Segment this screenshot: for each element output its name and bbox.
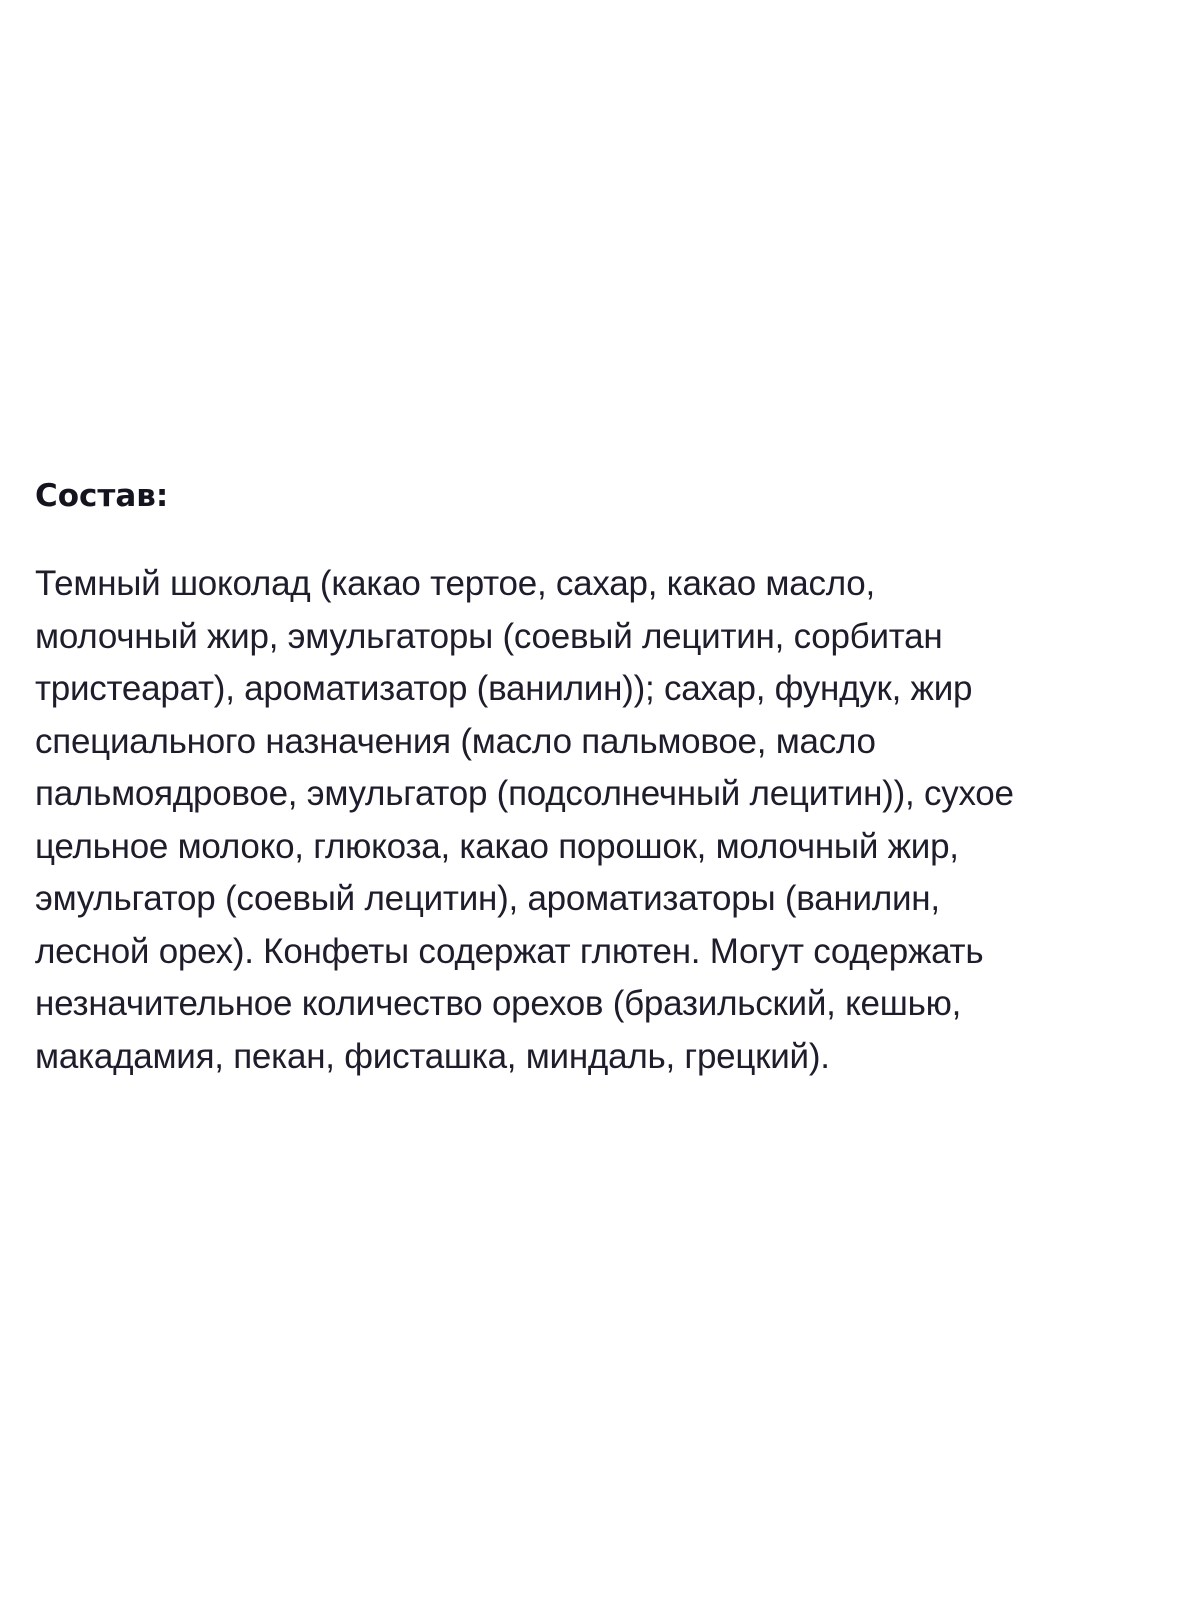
ingredients-block (35, 478, 1175, 1083)
ingredients-line: молочный жир, эмульгаторы (соевый лецитин, сорбитан (35, 616, 943, 656)
ingredients-line: эмульгатор (соевый лецитин), ароматизаторы (ванилин, (35, 879, 940, 918)
ingredients-line: специального назначения (масло пальмовое, масло (35, 721, 876, 761)
ingredients-line: цельное молоко, глюкоза, какао порошок, молочный жир, (35, 826, 959, 866)
ingredients-heading: Состав: (35, 478, 169, 514)
ingredients-line: Темный шоколад (какао тертое, сахар, какао масло, (35, 564, 875, 603)
ingredients-line: пальмоядровое, эмульгатор (подсолнечный лецитин)), сухое (35, 774, 1014, 813)
ingredients-line: лесной орех). Конфеты содержат глютен. Могут содержать (35, 931, 984, 971)
ingredients-line: незначительное количество орехов (бразильский, кешью, (35, 984, 962, 1023)
ingredients-line: макадамия, пекан, фисташка, миндаль, грецкий). (35, 1036, 830, 1076)
ingredients-line: тристеарат), ароматизатор (ванилин)); сахар, фундук, жир (35, 669, 973, 708)
ingredients-text (35, 558, 1175, 1083)
